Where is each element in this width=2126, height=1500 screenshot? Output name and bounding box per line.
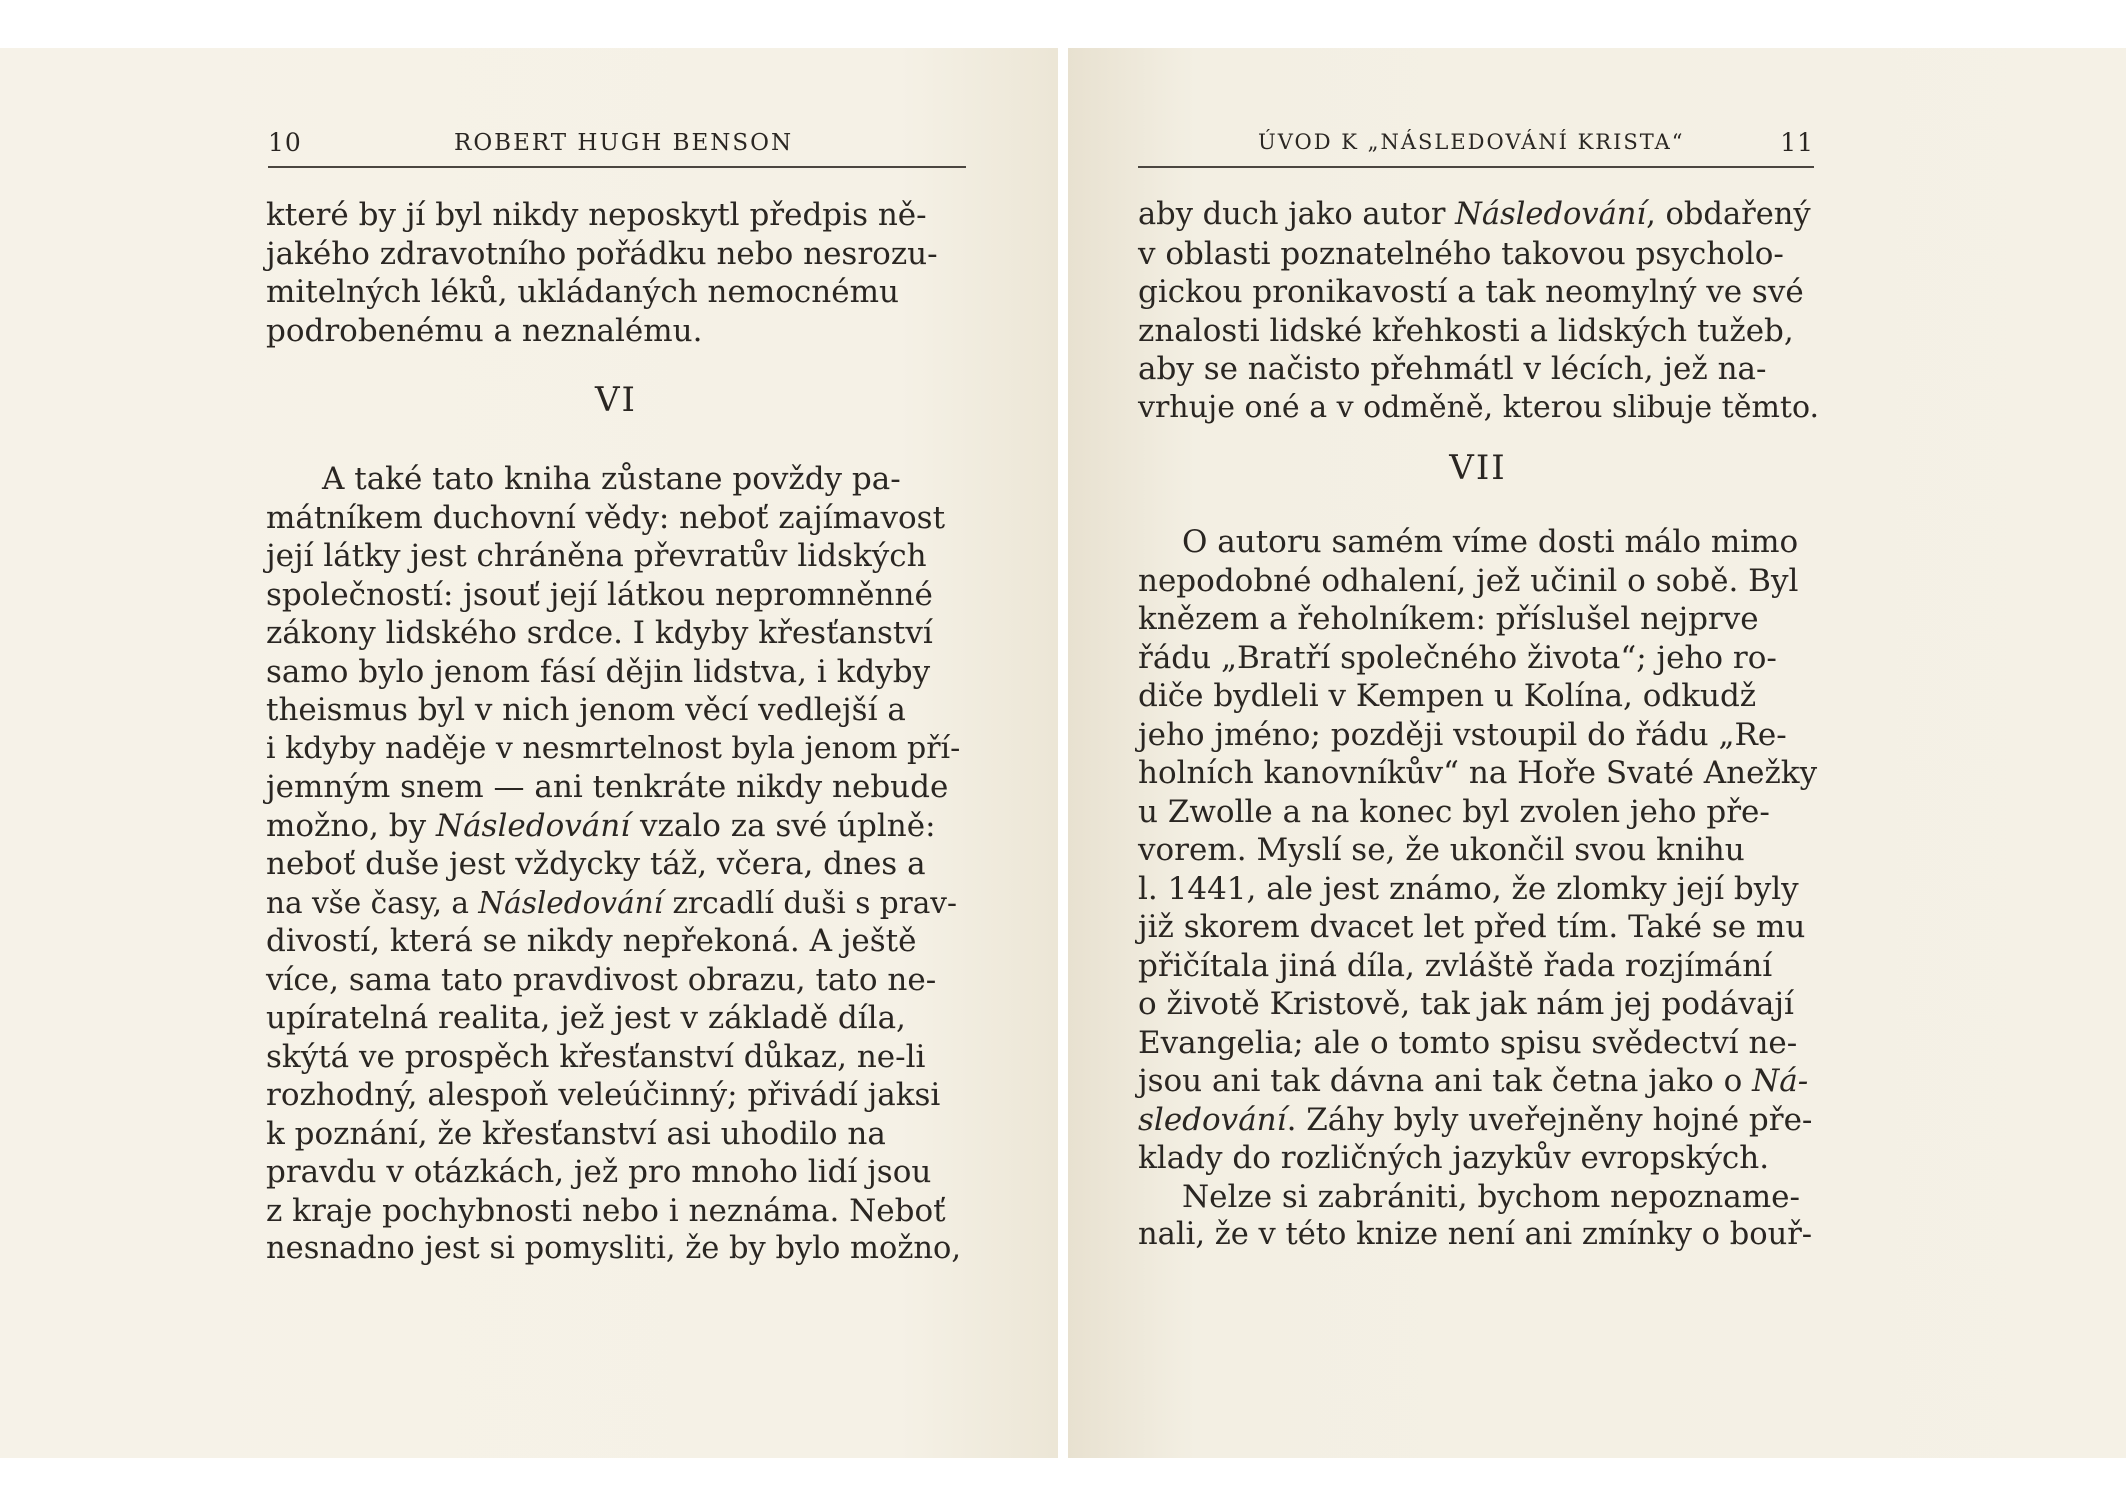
- book-title-italic: Následování: [478, 885, 664, 920]
- book-title-italic: Ná-: [1752, 1063, 1809, 1099]
- text-line: skýtá ve prospěch křesťanství důkaz, ne-li: [266, 1038, 926, 1075]
- book-title-italic: sledování: [1138, 1101, 1287, 1138]
- text-line: samo bylo jenom fásí dějin lidstva, i kdyby: [266, 653, 931, 690]
- text-line: přičítala jiná díla, zvláště řada rozjímání: [1138, 947, 1773, 984]
- right-running-head: ÚVOD K „NÁSLEDOVÁNÍ KRISTA“: [1258, 130, 1685, 154]
- left-page-number: 10: [268, 128, 302, 157]
- text-line: řádu „Bratří společného života“; jeho ro-: [1138, 639, 1777, 676]
- text-line: které by jí byl nikdy neposkytl předpis ně-: [266, 197, 927, 233]
- right-page-header: [1138, 126, 1814, 168]
- text-line: zákony lidského srdce. I kdyby křesťanství: [266, 615, 933, 651]
- text-line: o životě Kristově, tak jak nám jej podávají: [1138, 986, 1794, 1022]
- text-line: rozhodný, alespoň veleúčinný; přivádí jaksi: [266, 1077, 941, 1113]
- text-line: mátníkem duchovní vědy: neboť zajímavost: [266, 499, 946, 536]
- text-line: divostí, která se nikdy nepřekoná. A ještě: [266, 923, 917, 959]
- text-line: společností: jsouť její látkou nepromněnné: [266, 576, 933, 613]
- text-line: vorem. Myslí se, že ukončil svou knihu: [1138, 832, 1745, 868]
- text-line: v oblasti poznatelného takovou psycholo-: [1138, 235, 1784, 272]
- text-line: nepodobné odhalení, jež učinil o sobě. Byl: [1138, 562, 1799, 599]
- book-title-italic: Následování: [435, 807, 631, 844]
- text-line: O autoru samém víme dosti málo mimo: [1182, 524, 1799, 560]
- text-line: již skorem dvacet let před tím. Také se mu: [1138, 909, 1806, 945]
- text-line: Nelze si zabrániti, bychom nepozname-: [1182, 1178, 1800, 1215]
- text-line: z kraje pochybnosti nebo i neznáma. Neboť: [266, 1192, 946, 1229]
- text-line: l. 1441, ale jest známo, že zlomky její byly: [1138, 870, 1799, 907]
- left-page-body: [266, 196, 966, 1269]
- text-line: i kdyby naděje v nesmrtelnost byla jenom pří-: [266, 730, 961, 766]
- text-line: možno, by Následování vzalo za své úplně:: [266, 807, 936, 844]
- right-page: [1068, 48, 2126, 1458]
- section-heading: VII: [1449, 448, 1507, 488]
- text-line: nesnadno jest si pomysliti, že by bylo možno,: [266, 1231, 962, 1266]
- text-line: jeho jméno; později vstoupil do řádu „Re-: [1138, 716, 1787, 753]
- right-page-body: [1138, 196, 1818, 1255]
- right-page-number: 11: [1780, 128, 1814, 157]
- text-line: mitelných léků, ukládaných nemocnému: [266, 274, 899, 310]
- text-line: upíratelná realita, jež jest v základě díla,: [266, 1000, 906, 1036]
- text-line: u Zwolle a na konec byl zvolen jeho pře-: [1138, 793, 1770, 830]
- text-line: aby duch jako autor Následování, obdařený: [1138, 197, 1811, 232]
- section-heading: VI: [595, 380, 637, 420]
- text-line: více, sama tato pravdivost obrazu, tato ne-: [266, 961, 937, 998]
- text-line: k poznání, že křesťanství asi uhodilo na: [266, 1115, 886, 1152]
- page-gutter: [1058, 0, 1068, 1500]
- text-line: klady do rozličných jazykův evropských.: [1138, 1140, 1770, 1176]
- text-line: jakého zdravotního pořádku nebo nesrozu-: [266, 235, 938, 272]
- text-line: gickou pronikavostí a tak neomylný ve své: [1138, 274, 1804, 310]
- text-line: diče bydleli v Kempen u Kolína, odkudž: [1138, 678, 1757, 714]
- text-line: A také tato kniha zůstane povždy pa-: [322, 461, 901, 497]
- text-line: sledování. Záhy byly uveřejněny hojné pře-: [1138, 1101, 1813, 1138]
- text-line: Evangelia; ale o tomto spisu svědectví ne-: [1138, 1024, 1798, 1061]
- text-line: znalosti lidské křehkosti a lidských tužeb,: [1138, 312, 1794, 349]
- text-line: její látky jest chráněna převratův lidských: [266, 538, 927, 574]
- text-line: theismus byl v nich jenom věcí vedlejší a: [266, 692, 906, 728]
- text-line: neboť duše jest vždycky táž, včera, dnes a: [266, 846, 926, 882]
- text-line: nali, že v této knize není ani zmínky o bouř-: [1138, 1217, 1813, 1252]
- text-line: holních kanovníkův“ na Hoře Svaté Anežky: [1138, 755, 1818, 791]
- text-line: knězem a řeholníkem: příslušel nejprve: [1138, 601, 1759, 637]
- book-title-italic: Následování: [1455, 197, 1647, 232]
- text-line: aby se načisto přehmátl v lécích, jež na-: [1138, 351, 1767, 387]
- text-line: pravdu v otázkách, jež pro mnoho lidí jsou: [266, 1154, 932, 1190]
- text-line: jsou ani tak dávna ani tak četna jako o Ná-: [1138, 1063, 1809, 1099]
- text-line: jemným snem — ani tenkráte nikdy nebude: [266, 769, 949, 805]
- text-line: vrhuje oné a v odměně, kterou slibuje těmto.: [1138, 389, 1820, 425]
- left-page-header: [268, 126, 966, 168]
- left-page: [0, 48, 1058, 1458]
- left-running-head: ROBERT HUGH BENSON: [454, 130, 794, 156]
- text-line: podrobenému a neznalému.: [266, 312, 703, 349]
- text-line: na vše časy, a Následování zrcadlí duši s prav-: [266, 885, 957, 920]
